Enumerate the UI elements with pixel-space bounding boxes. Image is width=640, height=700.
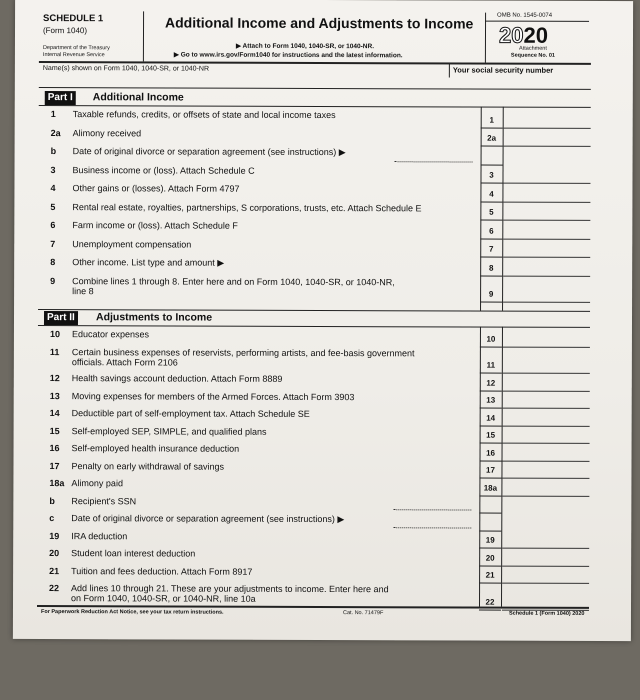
box-divider (480, 302, 502, 303)
amount-field[interactable] (503, 183, 590, 203)
attach-line1: ▶ Attach to Form 1040, 1040-SR, or 1040-NR. (235, 42, 375, 51)
year-prefix: 20 (498, 22, 524, 48)
entry-field[interactable] (395, 161, 473, 162)
line-number: 7 (50, 238, 56, 249)
line-number: 2a (50, 127, 61, 138)
line-box-number: 5 (489, 207, 494, 217)
line-number: 8 (50, 257, 56, 268)
line-box-number: 20 (485, 553, 495, 563)
part1-title: Additional Income (92, 91, 184, 104)
box-divider (479, 548, 501, 549)
box-divider (480, 201, 502, 202)
line-number: 4 (50, 183, 56, 194)
line-description: Educator expenses (71, 329, 150, 340)
line-description-cont: line 8 (72, 285, 94, 296)
amount-field[interactable] (503, 408, 590, 427)
schedule-label (43, 13, 103, 37)
part1-tag: Part I (45, 91, 76, 105)
line-description: Recipient's SSN (71, 495, 137, 506)
line-description: Other income. List type and amount ▶ (72, 257, 225, 268)
box-divider (479, 495, 501, 496)
line-box-number: 13 (486, 395, 496, 405)
amount-field[interactable] (502, 478, 589, 497)
box-divider (480, 460, 502, 461)
amount-field[interactable] (504, 109, 591, 129)
dept-line1: Department of the Treasury (42, 45, 110, 52)
line-description: Other gains or (losses). Attach Form 4797 (72, 183, 240, 194)
line-description: Alimony received (72, 127, 142, 138)
amount-field[interactable] (503, 257, 590, 277)
line-description: Alimony paid (71, 478, 123, 489)
line-number: 6 (50, 220, 56, 231)
header-divider-left (143, 11, 144, 61)
line-box-number: 19 (485, 535, 495, 545)
box-divider (480, 275, 502, 276)
amount-field[interactable] (502, 460, 589, 479)
amount-field[interactable] (503, 238, 590, 258)
line-description: Deductible part of self-employment tax. Attach Schedule SE (71, 408, 310, 419)
amount-field[interactable] (503, 164, 590, 184)
amount-field[interactable] (503, 201, 590, 221)
box-divider (480, 238, 502, 239)
line-number: 13 (49, 390, 60, 401)
tax-form-page (13, 0, 633, 641)
amount-field[interactable] (503, 275, 590, 303)
schedule-name: SCHEDULE 1 (43, 13, 104, 25)
line-number: 21 (49, 565, 60, 576)
year-suffix: 20 (523, 22, 549, 48)
line-description-cont: officials. Attach Form 2106 (71, 356, 178, 367)
box-divider (481, 146, 503, 147)
line-description: Unemployment compensation (72, 238, 192, 250)
box-divider (480, 425, 502, 426)
line-description: Self-employed SEP, SIMPLE, and qualified plans (71, 425, 267, 437)
line-number: 10 (49, 329, 60, 340)
amount-field[interactable] (502, 565, 589, 584)
line-box-number: 15 (486, 430, 496, 440)
line-description: Add lines 10 through 21. These are your adjustments to income. Enter here and (71, 583, 389, 595)
box-divider (479, 530, 501, 531)
line-number: 11 (49, 346, 60, 357)
line-number: 1 (50, 109, 56, 120)
line-description: Certain business expenses of reservists, performing artists, and fee-basis government (71, 346, 415, 358)
schedule-footer: Schedule 1 (Form 1040) 2020 (508, 610, 585, 617)
attach-instructions (173, 42, 403, 61)
line-description: Health savings account deduction. Attach Form 8889 (71, 373, 283, 384)
line-number: 22 (49, 583, 60, 594)
line-box-number: 2a (487, 133, 497, 143)
line-number: 15 (49, 425, 60, 436)
line-box-number: 7 (488, 244, 494, 254)
box-divider (479, 609, 501, 610)
line-number: 19 (49, 530, 60, 541)
cat-number: Cat. No. 71479F (342, 610, 384, 617)
amount-field[interactable] (503, 373, 590, 392)
line-description: Date of original divorce or separation agreement (see instructions) ▶ (72, 146, 346, 158)
box-divider (480, 346, 502, 347)
line-number: b (49, 495, 55, 506)
part2-title: Adjustments to Income (95, 311, 213, 324)
box-divider (480, 220, 502, 221)
line-box-number: 16 (486, 448, 496, 458)
line-number: 9 (50, 275, 56, 286)
line-description: Taxable refunds, credits, or offsets of state and local income taxes (72, 109, 336, 121)
attachment-label: Attachment (519, 45, 547, 52)
amount-field[interactable] (503, 220, 590, 240)
line-box-number: 17 (486, 465, 495, 475)
line-number: b (50, 146, 57, 157)
omb-number: OMB No. 1545-0074 (497, 12, 553, 19)
line-box-number: 11 (486, 360, 496, 370)
form-title: Additional Income and Adjustments to Income (165, 14, 474, 32)
line-description: Penalty on early withdrawal of savings (71, 460, 225, 472)
line-box-number: 8 (488, 263, 494, 273)
box-divider (480, 257, 502, 258)
box-divider (479, 583, 501, 584)
ssn-divider (449, 63, 450, 77)
line-number: 12 (49, 373, 60, 384)
box-divider (481, 127, 503, 128)
box-divider (480, 183, 502, 184)
box-divider (480, 373, 502, 374)
line-description: Moving expenses for members of the Armed Forces. Attach Form 3903 (71, 390, 355, 402)
entry-field[interactable] (393, 527, 471, 528)
part1-rule (39, 105, 591, 108)
line-box-number: 10 (486, 334, 496, 344)
line-description: IRA deduction (71, 530, 128, 541)
paperwork-notice: For Paperwork Reduction Act Notice, see your tax return instructions. (40, 609, 224, 616)
amount-field[interactable] (503, 425, 590, 444)
line-description-cont: on Form 1040, 1040-SR, or 1040-NR, line 10a (71, 593, 256, 604)
line-box-number: 18a (483, 483, 498, 493)
attachment-seq (511, 46, 555, 60)
line-box-number: 4 (489, 189, 494, 199)
line-description: Tuition and fees deduction. Attach Form 8917 (71, 565, 253, 577)
line-description: Rental real estate, royalties, partnerships, S corporations, trusts, etc. Attach Schedule E (72, 201, 422, 213)
line-box-number: 12 (486, 378, 496, 388)
line-box-number: 1 (489, 115, 494, 125)
form-ref: (Form 1040) (42, 26, 88, 36)
entry-field[interactable] (393, 509, 471, 510)
sequence-label: Sequence No. 01 (510, 52, 555, 59)
box-divider (480, 408, 502, 409)
box-divider (480, 443, 502, 444)
line-box-number: 3 (489, 170, 494, 180)
amount-field[interactable] (503, 443, 590, 462)
amount-field[interactable] (503, 390, 590, 409)
name-label: Name(s) shown on Form 1040, 1040-SR, or 1040-NR (42, 65, 210, 73)
line-box-number: 9 (488, 289, 494, 299)
line-number: 3 (50, 164, 56, 175)
amount-field[interactable] (502, 548, 589, 567)
dept-line2: Internal Revenue Service (42, 52, 105, 59)
line-number: 14 (49, 408, 60, 419)
name-field-bottom[interactable] (39, 87, 591, 90)
box-divider (479, 565, 501, 566)
box-divider (481, 164, 503, 165)
attach-line2: ▶ Go to www.irs.gov/Form1040 for instructions and the latest information. (173, 51, 403, 60)
line-number: 5 (50, 201, 56, 212)
line-box-number: 14 (486, 413, 496, 423)
line-description: Farm income or (loss). Attach Schedule F (72, 220, 238, 231)
line-box-number: 6 (489, 226, 494, 236)
part2-tag: Part II (44, 311, 78, 325)
line-number: 20 (49, 548, 60, 559)
amount-field[interactable] (502, 530, 589, 549)
line-description: Business income or (loss). Attach Schedule C (72, 164, 255, 176)
amount-field[interactable] (504, 127, 591, 147)
line-description: Combine lines 1 through 8. Enter here and on Form 1040, 1040-SR, or 1040-NR, (72, 275, 395, 287)
line-description: Date of original divorce or separation agreement (see instructions) ▶ (71, 513, 345, 525)
line-number: 16 (49, 443, 60, 454)
line-number: 17 (49, 460, 60, 471)
box-divider (479, 478, 501, 479)
line-box-number: 21 (485, 570, 495, 580)
amount-field[interactable] (503, 346, 590, 374)
amount-field[interactable] (503, 329, 590, 348)
box-divider (479, 513, 501, 514)
line-number: c (49, 513, 55, 524)
ssn-label: Your social security number (452, 65, 554, 75)
part2-rule (38, 325, 590, 328)
line-number: 18a (49, 478, 65, 489)
department-label (43, 45, 110, 59)
line-description: Student loan interest deduction (71, 548, 196, 559)
box-divider (480, 390, 502, 391)
line-description: Self-employed health insurance deduction (71, 443, 240, 454)
line-box-number: 22 (485, 597, 495, 607)
